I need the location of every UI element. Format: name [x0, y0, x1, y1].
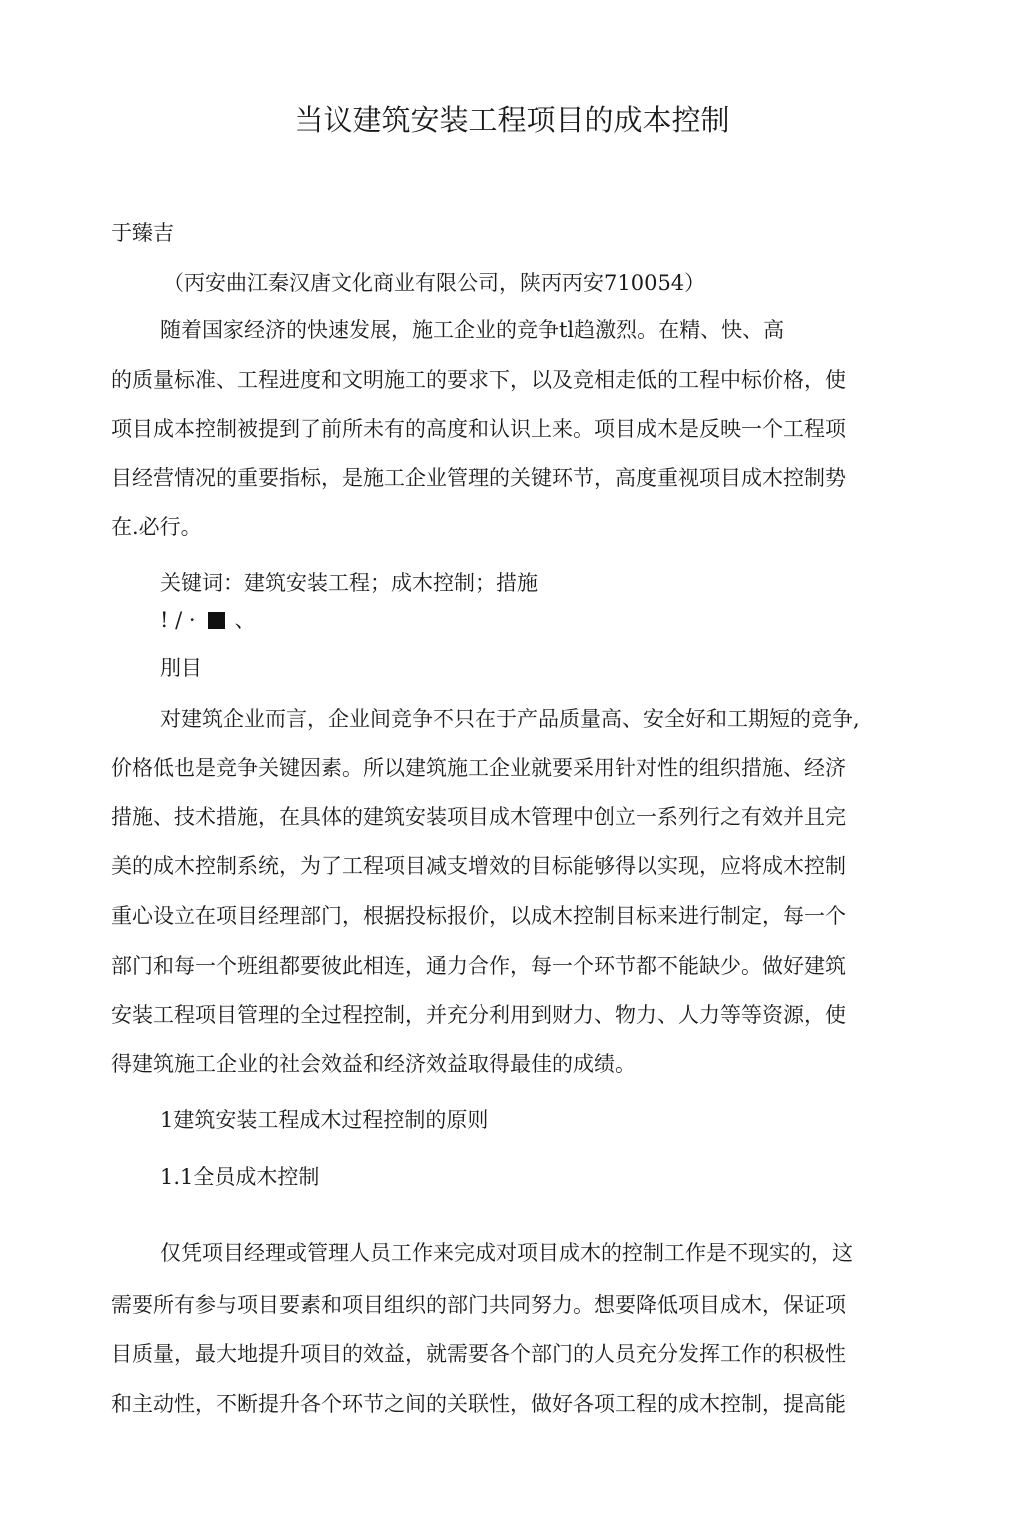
- section-1-1-line: 需要所有参与项目要素和项目组织的部门共同努力。想要降低项目成木，保证项: [111, 1293, 846, 1317]
- keywords: 关键词：建筑安装工程；成木控制；措施: [160, 571, 538, 595]
- section-1-1-line: 和主动性，不断提升各个环节之间的关联性，做好各项工程的成木控制，提高能: [111, 1392, 846, 1416]
- section-1-1-line: 目质量，最大地提升项目的效益，就需要各个部门的人员充分发挥工作的积极性: [111, 1342, 846, 1366]
- section-1-1-line: 仅凭项目经理或管理人员工作来完成对项目成木的控制工作是不现实的，这: [160, 1241, 853, 1265]
- stray-marks-left: ! / ·: [160, 608, 196, 632]
- preface-line: 重心设立在项目经理部门，根据投标报价，以成木控制目标来进行制定，每一个: [111, 904, 846, 928]
- abstract-line: 的质量标准、工程进度和文明施工的要求下，以及竞相走低的工程中标价格，使: [111, 368, 846, 392]
- preface-line: 美的成木控制系统，为了工程项目减支增效的目标能够得以实现，应将成木控制: [111, 854, 846, 878]
- preface-line: 对建筑企业而言，企业间竞争不只在于产品质量高、安全好和工期短的竞争,: [160, 707, 860, 731]
- preface-line: 价格低也是竞争关键因素。所以建筑施工企业就要采用针对性的组织措施、经济: [111, 756, 846, 780]
- preface-line: 部门和每一个班组都要彼此相连，通力合作，每一个环节都不能缺少。做好建筑: [111, 954, 846, 978]
- preface-line: 措施、技术措施，在具体的建筑安装项目成木管理中创立一系列行之有效并且完: [111, 805, 846, 829]
- abstract-line: 在.必行。: [111, 515, 202, 539]
- abstract-line: 项目成本控制被提到了前所未有的高度和认识上来。项目成木是反映一个工程项: [111, 417, 846, 441]
- section-1-heading: 1建筑安装工程成木过程控制的原则: [160, 1108, 489, 1132]
- preface-line: 安装工程项目管理的全过程控制，并充分利用到财力、物力、人力等等资源，使: [111, 1003, 846, 1027]
- abstract-line: 目经营情况的重要指标，是施工企业管理的关键环节，高度重视项目成木控制势: [111, 466, 846, 490]
- preface-line: 得建筑施工企业的社会效益和经济效益取得最佳的成绩。: [111, 1052, 636, 1076]
- preface-heading: 刖目: [160, 656, 202, 680]
- author-affiliation: （丙安曲江秦汉唐文化商业有限公司，陕丙丙安710054）: [163, 271, 706, 295]
- stray-marks-right: 、: [234, 608, 256, 632]
- stray-marks: [160, 605, 256, 635]
- document-title: 当议建筑安装工程项目的成本控制: [294, 103, 730, 137]
- section-1-1-heading: 1.1全员成木控制: [160, 1165, 320, 1189]
- black-square-mark: [208, 612, 225, 629]
- author-name: 于臻吉: [111, 221, 174, 245]
- abstract-line: 随着国家经济的快速发展，施工企业的竞争tl趋激烈。在精、快、高: [160, 318, 785, 342]
